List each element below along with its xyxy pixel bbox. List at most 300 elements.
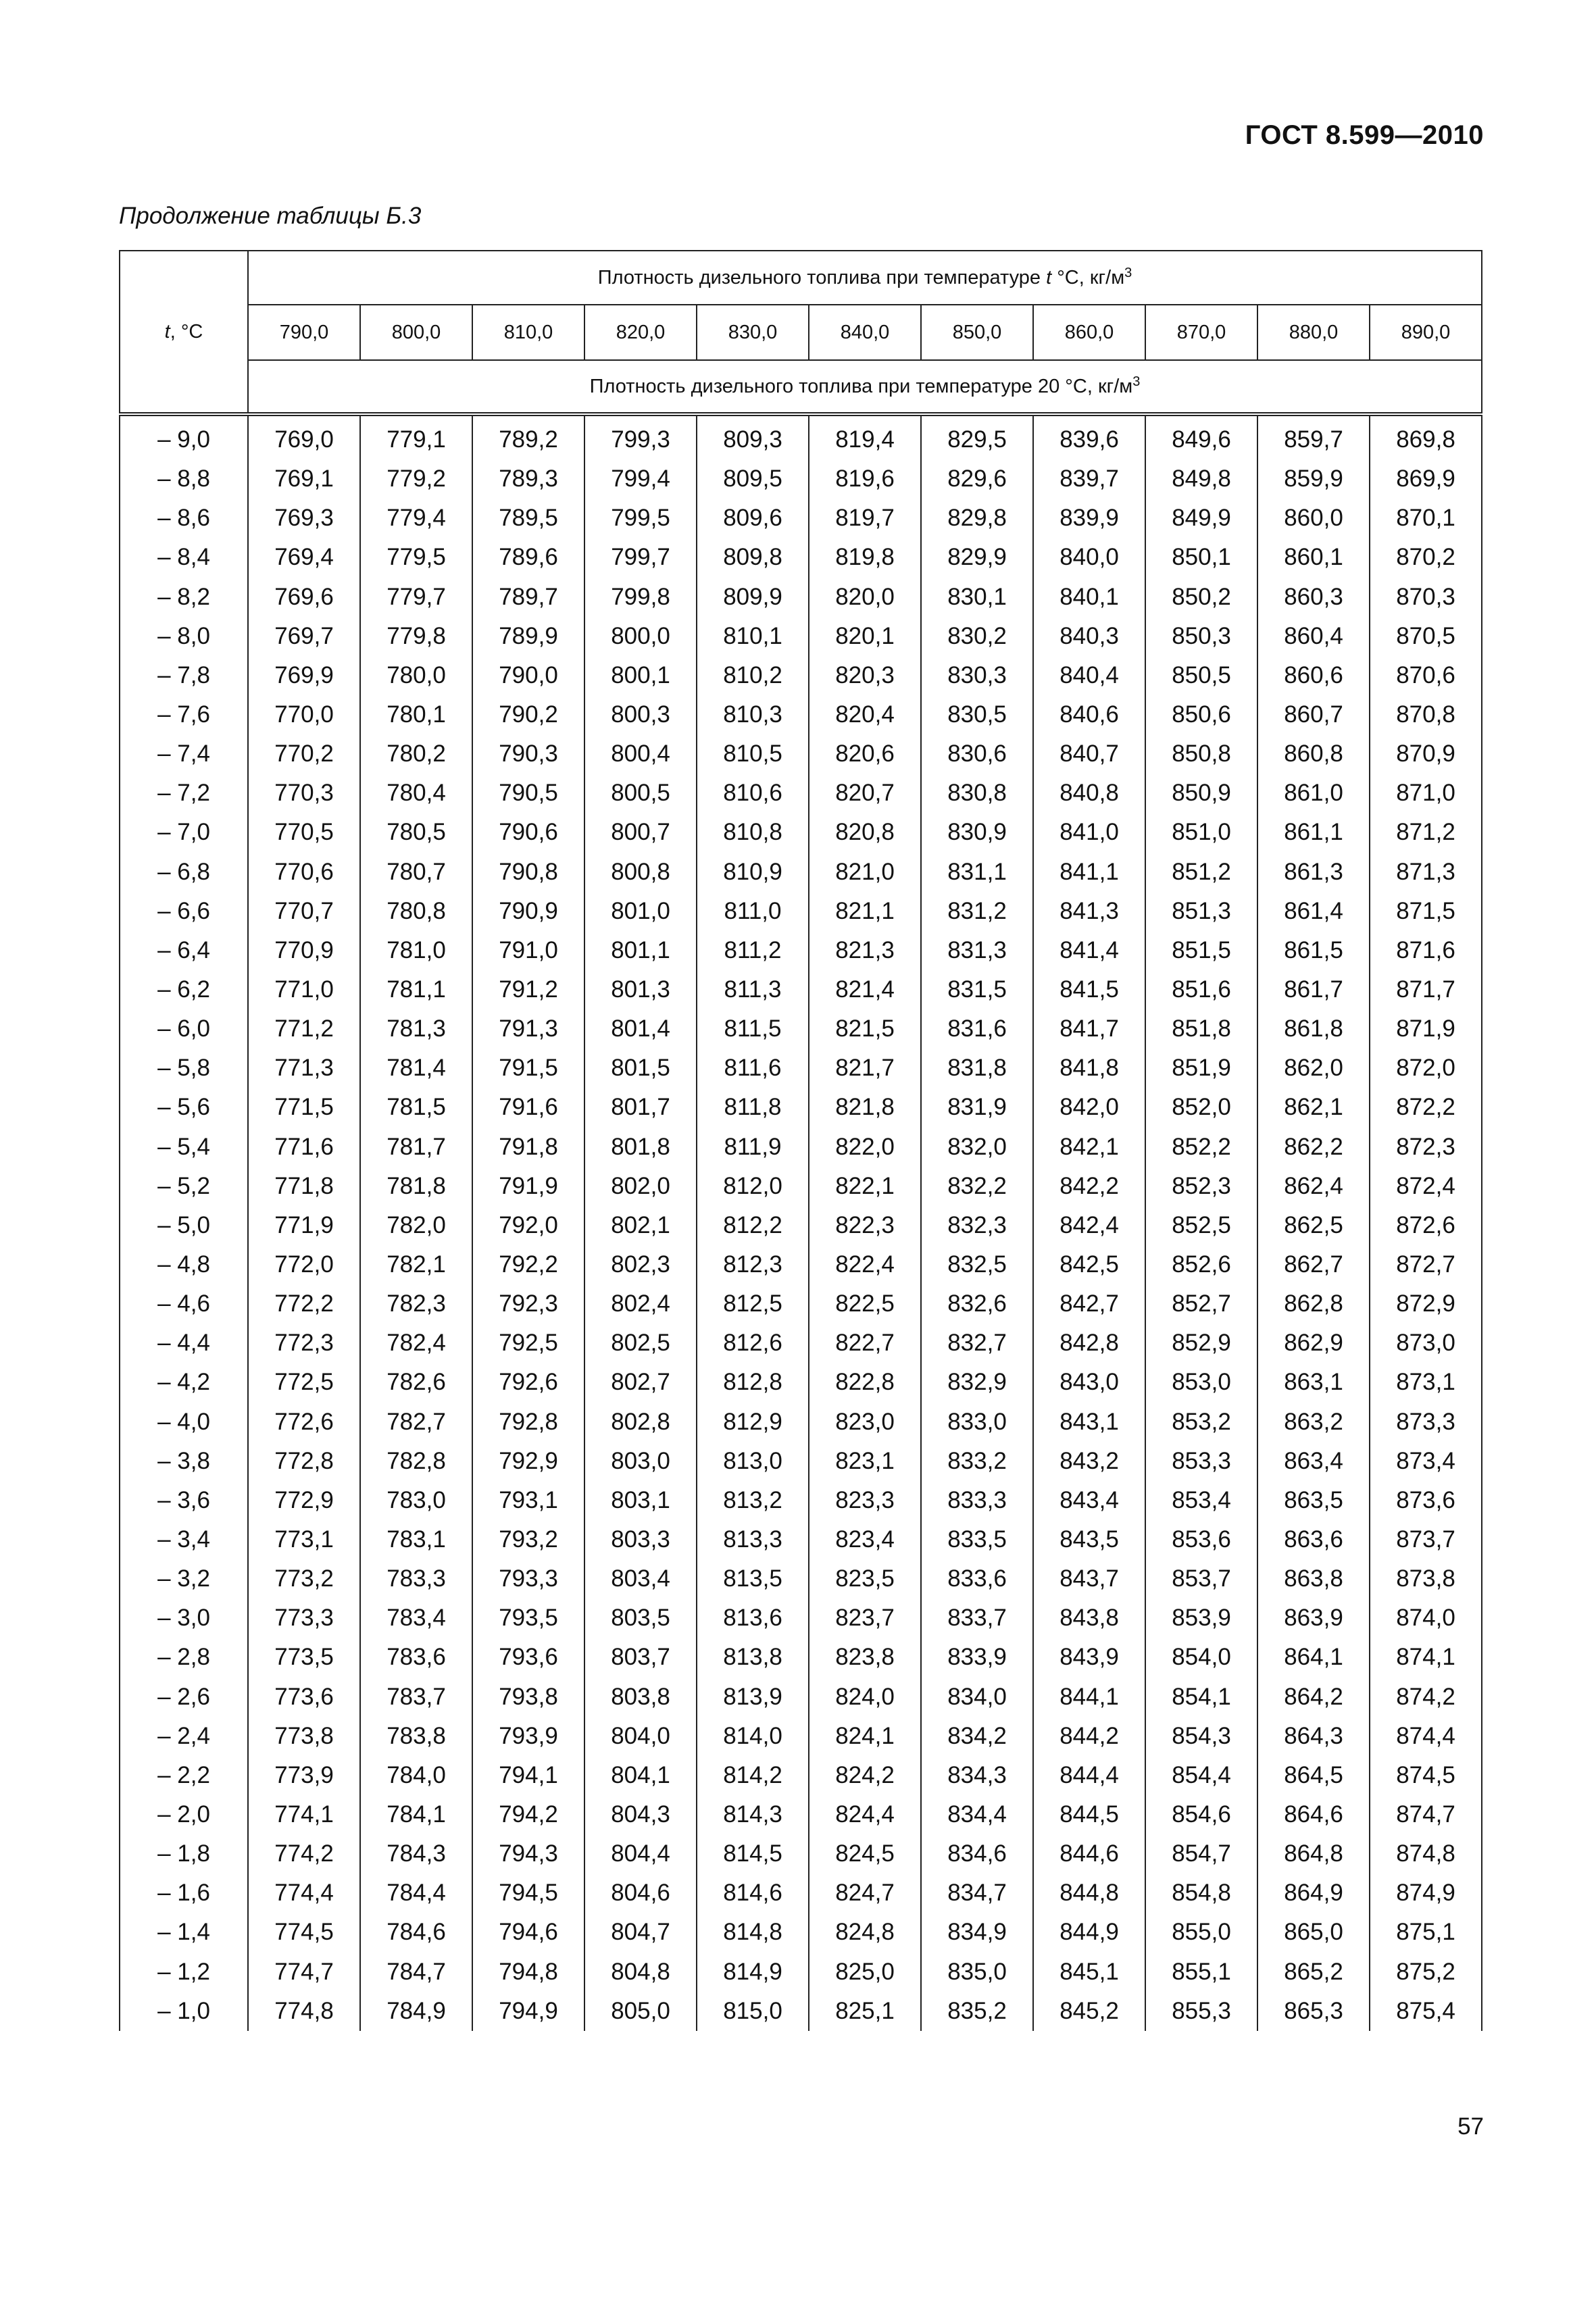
- density-cell: 861,3: [1257, 853, 1370, 892]
- density-cell: 772,3: [248, 1324, 360, 1363]
- density-cell: 862,9: [1257, 1324, 1370, 1363]
- density-cell: 833,7: [921, 1599, 1033, 1638]
- density-cell: 772,9: [248, 1481, 360, 1520]
- table-row: [120, 1559, 1482, 1599]
- density-cell: 812,9: [697, 1403, 809, 1442]
- density-cell: 780,2: [360, 734, 472, 774]
- density-cell: 864,9: [1257, 1873, 1370, 1913]
- density-cell: 771,3: [248, 1049, 360, 1088]
- density-cell: 859,7: [1257, 414, 1370, 459]
- density-cell: 869,8: [1370, 414, 1482, 459]
- density-cell: 789,5: [472, 499, 584, 538]
- density-cell: 801,5: [584, 1049, 697, 1088]
- density-cell: 791,5: [472, 1049, 584, 1088]
- density-table: [119, 250, 1482, 2031]
- density-cell: 831,8: [921, 1049, 1033, 1088]
- density-cell: 860,8: [1257, 734, 1370, 774]
- density-cell: 799,8: [584, 578, 697, 617]
- table-row: [120, 1756, 1482, 1795]
- density-cell: 863,1: [1257, 1363, 1370, 1402]
- density-cell: 830,2: [921, 617, 1033, 656]
- density-cell: 854,8: [1145, 1873, 1257, 1913]
- temperature-cell: – 9,0: [120, 414, 248, 459]
- density-cell: 871,6: [1370, 931, 1482, 970]
- density-cell: 861,5: [1257, 931, 1370, 970]
- density-cell: 802,1: [584, 1206, 697, 1245]
- density-cell: 843,4: [1033, 1481, 1145, 1520]
- density-cell: 825,1: [809, 1992, 921, 2031]
- density-header-cell: 880,0: [1257, 305, 1370, 360]
- density-cell: 770,5: [248, 813, 360, 852]
- density-cell: 774,2: [248, 1834, 360, 1873]
- density-cell: 830,6: [921, 734, 1033, 774]
- density-cell: 824,8: [809, 1913, 921, 1952]
- density-cell: 844,9: [1033, 1913, 1145, 1952]
- density-cell: 804,0: [584, 1717, 697, 1756]
- density-cell: 841,5: [1033, 970, 1145, 1009]
- density-cell: 860,3: [1257, 578, 1370, 617]
- density-cell: 773,1: [248, 1520, 360, 1559]
- density-cell: 770,0: [248, 695, 360, 734]
- density-cell: 790,6: [472, 813, 584, 852]
- density-cell: 874,2: [1370, 1678, 1482, 1717]
- density-cell: 852,3: [1145, 1167, 1257, 1206]
- density-cell: 782,8: [360, 1442, 472, 1481]
- temperature-cell: – 5,6: [120, 1088, 248, 1127]
- density-cell: 804,7: [584, 1913, 697, 1952]
- density-cell: 862,1: [1257, 1088, 1370, 1127]
- density-cell: 853,9: [1145, 1599, 1257, 1638]
- density-cell: 822,1: [809, 1167, 921, 1206]
- density-cell: 830,8: [921, 774, 1033, 813]
- density-cell: 854,0: [1145, 1638, 1257, 1677]
- density-cell: 870,3: [1370, 578, 1482, 617]
- temperature-cell: – 1,6: [120, 1873, 248, 1913]
- table-row: [120, 1952, 1482, 1991]
- density-cell: 779,8: [360, 617, 472, 656]
- table-row: [120, 695, 1482, 734]
- density-cell: 773,9: [248, 1756, 360, 1795]
- temperature-cell: – 2,4: [120, 1717, 248, 1756]
- density-cell: 822,5: [809, 1284, 921, 1324]
- density-cell: 863,6: [1257, 1520, 1370, 1559]
- density-cell: 833,9: [921, 1638, 1033, 1677]
- density-cell: 794,3: [472, 1834, 584, 1873]
- temperature-cell: – 8,2: [120, 578, 248, 617]
- density-cell: 792,6: [472, 1363, 584, 1402]
- density-cell: 841,7: [1033, 1009, 1145, 1049]
- density-cell: 839,9: [1033, 499, 1145, 538]
- density-cell: 852,0: [1145, 1088, 1257, 1127]
- table-row: [120, 892, 1482, 931]
- density-cell: 814,0: [697, 1717, 809, 1756]
- density-cell: 832,7: [921, 1324, 1033, 1363]
- temperature-cell: – 3,6: [120, 1481, 248, 1520]
- density-cell: 779,1: [360, 414, 472, 459]
- density-cell: 875,1: [1370, 1913, 1482, 1952]
- table-caption: Продолжение таблицы Б.3: [119, 203, 422, 229]
- density-cell: 841,4: [1033, 931, 1145, 970]
- density-cell: 853,7: [1145, 1559, 1257, 1599]
- table-row: [120, 538, 1482, 577]
- density-cell: 812,3: [697, 1245, 809, 1284]
- density-cell: 811,0: [697, 892, 809, 931]
- temperature-cell: – 1,8: [120, 1834, 248, 1873]
- density-cell: 850,5: [1145, 656, 1257, 695]
- table-row: [120, 1717, 1482, 1756]
- density-cell: 864,3: [1257, 1717, 1370, 1756]
- density-cell: 851,0: [1145, 813, 1257, 852]
- density-cell: 819,4: [809, 414, 921, 459]
- density-cell: 821,0: [809, 853, 921, 892]
- density-cell: 804,6: [584, 1873, 697, 1913]
- density-cell: 791,3: [472, 1009, 584, 1049]
- density-cell: 832,3: [921, 1206, 1033, 1245]
- density-cell: 812,8: [697, 1363, 809, 1402]
- density-cell: 862,0: [1257, 1049, 1370, 1088]
- density-cell: 831,6: [921, 1009, 1033, 1049]
- temperature-cell: – 4,4: [120, 1324, 248, 1363]
- table-row: [120, 1088, 1482, 1127]
- density-cell: 864,5: [1257, 1756, 1370, 1795]
- density-cell: 843,9: [1033, 1638, 1145, 1677]
- density-cell: 783,4: [360, 1599, 472, 1638]
- density-cell: 874,5: [1370, 1756, 1482, 1795]
- temperature-cell: – 6,6: [120, 892, 248, 931]
- density-cell: 844,2: [1033, 1717, 1145, 1756]
- table-row: [120, 1403, 1482, 1442]
- temperature-cell: – 7,8: [120, 656, 248, 695]
- density-cell: 769,4: [248, 538, 360, 577]
- density-cell: 861,0: [1257, 774, 1370, 813]
- density-cell: 771,5: [248, 1088, 360, 1127]
- density-cell: 811,6: [697, 1049, 809, 1088]
- density-cell: 840,0: [1033, 538, 1145, 577]
- density-cell: 821,8: [809, 1088, 921, 1127]
- density-cell: 822,0: [809, 1128, 921, 1167]
- density-cell: 865,2: [1257, 1952, 1370, 1991]
- density-cell: 804,8: [584, 1952, 697, 1991]
- temperature-cell: – 7,6: [120, 695, 248, 734]
- density-cell: 875,2: [1370, 1952, 1482, 1991]
- density-cell: 791,8: [472, 1128, 584, 1167]
- density-cell: 874,9: [1370, 1873, 1482, 1913]
- density-cell: 814,5: [697, 1834, 809, 1873]
- density-cell: 835,0: [921, 1952, 1033, 1991]
- density-cell: 862,2: [1257, 1128, 1370, 1167]
- density-cell: 780,8: [360, 892, 472, 931]
- density-cell: 804,4: [584, 1834, 697, 1873]
- density-cell: 813,6: [697, 1599, 809, 1638]
- density-cell: 824,2: [809, 1756, 921, 1795]
- temperature-cell: – 5,2: [120, 1167, 248, 1206]
- density-cell: 811,2: [697, 931, 809, 970]
- density-cell: 840,3: [1033, 617, 1145, 656]
- density-cell: 790,0: [472, 656, 584, 695]
- density-cell: 813,9: [697, 1678, 809, 1717]
- temperature-cell: – 3,4: [120, 1520, 248, 1559]
- density-cell: 840,4: [1033, 656, 1145, 695]
- density-cell: 811,9: [697, 1128, 809, 1167]
- density-cell: 820,0: [809, 578, 921, 617]
- temperature-cell: – 6,0: [120, 1009, 248, 1049]
- density-cell: 774,1: [248, 1795, 360, 1834]
- table-row: [120, 1206, 1482, 1245]
- density-cell: 834,4: [921, 1795, 1033, 1834]
- density-cell: 831,1: [921, 853, 1033, 892]
- density-cell: 829,6: [921, 459, 1033, 499]
- density-cell: 804,1: [584, 1756, 697, 1795]
- density-cell: 852,7: [1145, 1284, 1257, 1324]
- temperature-cell: – 5,0: [120, 1206, 248, 1245]
- density-cell: 792,3: [472, 1284, 584, 1324]
- density-cell: 772,2: [248, 1284, 360, 1324]
- density-cell: 820,6: [809, 734, 921, 774]
- density-cell: 830,9: [921, 813, 1033, 852]
- density-cell: 770,3: [248, 774, 360, 813]
- density-cell: 809,5: [697, 459, 809, 499]
- density-cell: 854,1: [1145, 1678, 1257, 1717]
- density-cell: 810,6: [697, 774, 809, 813]
- density-cell: 812,5: [697, 1284, 809, 1324]
- table-row: [120, 1678, 1482, 1717]
- density-cell: 769,7: [248, 617, 360, 656]
- table-row: [120, 1795, 1482, 1834]
- density-cell: 843,2: [1033, 1442, 1145, 1481]
- density-cell: 782,3: [360, 1284, 472, 1324]
- density-cell: 823,4: [809, 1520, 921, 1559]
- density-cell: 851,3: [1145, 892, 1257, 931]
- density-cell: 780,7: [360, 853, 472, 892]
- density-cell: 784,0: [360, 1756, 472, 1795]
- temperature-cell: – 6,2: [120, 970, 248, 1009]
- temperature-cell: – 3,2: [120, 1559, 248, 1599]
- density-cell: 783,1: [360, 1520, 472, 1559]
- density-cell: 821,3: [809, 931, 921, 970]
- density-cell: 801,4: [584, 1009, 697, 1049]
- density-cell: 873,4: [1370, 1442, 1482, 1481]
- density-cell: 773,6: [248, 1678, 360, 1717]
- density-cell: 792,9: [472, 1442, 584, 1481]
- density-cell: 793,3: [472, 1559, 584, 1599]
- density-cell: 802,3: [584, 1245, 697, 1284]
- density-cell: 773,5: [248, 1638, 360, 1677]
- density-cell: 860,7: [1257, 695, 1370, 734]
- density-cell: 820,4: [809, 695, 921, 734]
- density-cell: 850,2: [1145, 578, 1257, 617]
- density-cell: 832,6: [921, 1284, 1033, 1324]
- density-cell: 863,5: [1257, 1481, 1370, 1520]
- density-cell: 781,7: [360, 1128, 472, 1167]
- density-cell: 842,8: [1033, 1324, 1145, 1363]
- density-cell: 769,0: [248, 414, 360, 459]
- temperature-cell: – 6,8: [120, 853, 248, 892]
- density-cell: 790,3: [472, 734, 584, 774]
- table-row: [120, 656, 1482, 695]
- density-cell: 794,9: [472, 1992, 584, 2031]
- density-cell: 819,6: [809, 459, 921, 499]
- density-cell: 810,8: [697, 813, 809, 852]
- density-cell: 802,7: [584, 1363, 697, 1402]
- density-cell: 769,1: [248, 459, 360, 499]
- density-cell: 794,8: [472, 1952, 584, 1991]
- density-cell: 871,3: [1370, 853, 1482, 892]
- density-cell: 829,8: [921, 499, 1033, 538]
- temperature-cell: – 7,2: [120, 774, 248, 813]
- density-cell: 840,1: [1033, 578, 1145, 617]
- density-cell: 823,7: [809, 1599, 921, 1638]
- density-header-cell: 810,0: [472, 305, 584, 360]
- density-cell: 834,0: [921, 1678, 1033, 1717]
- temperature-cell: – 1,2: [120, 1952, 248, 1991]
- table-row: [120, 414, 1482, 459]
- density-cell: 772,5: [248, 1363, 360, 1402]
- density-cell: 814,3: [697, 1795, 809, 1834]
- density-cell: 791,9: [472, 1167, 584, 1206]
- density-cell: 849,9: [1145, 499, 1257, 538]
- density-cell: 853,3: [1145, 1442, 1257, 1481]
- density-cell: 824,4: [809, 1795, 921, 1834]
- density-cell: 810,2: [697, 656, 809, 695]
- density-cell: 820,8: [809, 813, 921, 852]
- temperature-cell: – 3,0: [120, 1599, 248, 1638]
- density-cell: 793,9: [472, 1717, 584, 1756]
- table-row: [120, 459, 1482, 499]
- density-cell: 840,8: [1033, 774, 1145, 813]
- density-cell: 845,1: [1033, 1952, 1145, 1991]
- density-cell: 822,7: [809, 1324, 921, 1363]
- density-cell: 842,2: [1033, 1167, 1145, 1206]
- density-cell: 844,5: [1033, 1795, 1145, 1834]
- density-cell: 861,8: [1257, 1009, 1370, 1049]
- temperature-column-header: t, °С: [120, 251, 248, 414]
- density-cell: 812,2: [697, 1206, 809, 1245]
- density-cell: 781,1: [360, 970, 472, 1009]
- density-cell: 871,9: [1370, 1009, 1482, 1049]
- density-cell: 809,9: [697, 578, 809, 617]
- density-cell: 864,6: [1257, 1795, 1370, 1834]
- density-cell: 770,6: [248, 853, 360, 892]
- density-cell: 823,1: [809, 1442, 921, 1481]
- density-cell: 872,3: [1370, 1128, 1482, 1167]
- density-cell: 860,1: [1257, 538, 1370, 577]
- density-cell: 823,0: [809, 1403, 921, 1442]
- density-cell: 845,2: [1033, 1992, 1145, 2031]
- density-cell: 833,0: [921, 1403, 1033, 1442]
- density-cell: 803,7: [584, 1638, 697, 1677]
- density-cell: 802,8: [584, 1403, 697, 1442]
- density-cell: 793,5: [472, 1599, 584, 1638]
- density-cell: 784,9: [360, 1992, 472, 2031]
- density-cell: 792,0: [472, 1206, 584, 1245]
- density-cell: 851,8: [1145, 1009, 1257, 1049]
- table-row: [120, 1167, 1482, 1206]
- density-cell: 809,6: [697, 499, 809, 538]
- density-cell: 870,8: [1370, 695, 1482, 734]
- density-cell: 814,2: [697, 1756, 809, 1795]
- density-cell: 802,4: [584, 1284, 697, 1324]
- density-cell: 774,5: [248, 1913, 360, 1952]
- density-cell: 872,0: [1370, 1049, 1482, 1088]
- table-row: [120, 1324, 1482, 1363]
- table-row: [120, 1049, 1482, 1088]
- density-cell: 842,0: [1033, 1088, 1145, 1127]
- density-cell: 810,9: [697, 853, 809, 892]
- density-cell: 874,1: [1370, 1638, 1482, 1677]
- density-cell: 811,5: [697, 1009, 809, 1049]
- table-row: [120, 1520, 1482, 1559]
- temperature-cell: – 8,4: [120, 538, 248, 577]
- density-cell: 774,7: [248, 1952, 360, 1991]
- density-cell: 801,0: [584, 892, 697, 931]
- table-row: [120, 1913, 1482, 1952]
- temperature-cell: – 4,6: [120, 1284, 248, 1324]
- density-cell: 813,3: [697, 1520, 809, 1559]
- density-cell: 855,3: [1145, 1992, 1257, 2031]
- density-cell: 805,0: [584, 1992, 697, 2031]
- density-cell: 800,4: [584, 734, 697, 774]
- density-cell: 812,0: [697, 1167, 809, 1206]
- density-cell: 771,0: [248, 970, 360, 1009]
- density-cell: 823,3: [809, 1481, 921, 1520]
- density-cell: 782,1: [360, 1245, 472, 1284]
- density-cell: 819,8: [809, 538, 921, 577]
- density-cell: 825,0: [809, 1952, 921, 1991]
- density-cell: 844,8: [1033, 1873, 1145, 1913]
- density-cell: 779,5: [360, 538, 472, 577]
- temperature-cell: – 6,4: [120, 931, 248, 970]
- bottom-header: Плотность дизельного топлива при температуре 20 °С, $кг/м^3$: [248, 360, 1482, 414]
- density-cell: 789,3: [472, 459, 584, 499]
- density-cell: 844,1: [1033, 1678, 1145, 1717]
- density-cell: 810,1: [697, 617, 809, 656]
- density-cell: 843,8: [1033, 1599, 1145, 1638]
- density-cell: 824,1: [809, 1717, 921, 1756]
- density-cell: 782,0: [360, 1206, 472, 1245]
- density-cell: 872,9: [1370, 1284, 1482, 1324]
- density-cell: 773,2: [248, 1559, 360, 1599]
- density-cell: 779,2: [360, 459, 472, 499]
- density-cell: 769,3: [248, 499, 360, 538]
- density-cell: 869,9: [1370, 459, 1482, 499]
- density-cell: 870,1: [1370, 499, 1482, 538]
- density-cell: 875,4: [1370, 1992, 1482, 2031]
- density-cell: 855,1: [1145, 1952, 1257, 1991]
- density-cell: 823,8: [809, 1638, 921, 1677]
- table-row: [120, 774, 1482, 813]
- temperature-cell: – 3,8: [120, 1442, 248, 1481]
- temperature-cell: – 4,8: [120, 1245, 248, 1284]
- density-cell: 772,0: [248, 1245, 360, 1284]
- table-row: [120, 1442, 1482, 1481]
- density-cell: 854,6: [1145, 1795, 1257, 1834]
- density-cell: 803,3: [584, 1520, 697, 1559]
- density-cell: 784,7: [360, 1952, 472, 1991]
- density-cell: 861,4: [1257, 892, 1370, 931]
- density-cell: 851,6: [1145, 970, 1257, 1009]
- density-cell: 770,7: [248, 892, 360, 931]
- temperature-cell: – 2,0: [120, 1795, 248, 1834]
- density-cell: 783,3: [360, 1559, 472, 1599]
- density-cell: 810,3: [697, 695, 809, 734]
- density-cell: 873,0: [1370, 1324, 1482, 1363]
- density-cell: 852,5: [1145, 1206, 1257, 1245]
- density-cell: 773,3: [248, 1599, 360, 1638]
- density-cell: 782,7: [360, 1403, 472, 1442]
- density-cell: 862,4: [1257, 1167, 1370, 1206]
- density-cell: 872,4: [1370, 1167, 1482, 1206]
- density-cell: 874,4: [1370, 1717, 1482, 1756]
